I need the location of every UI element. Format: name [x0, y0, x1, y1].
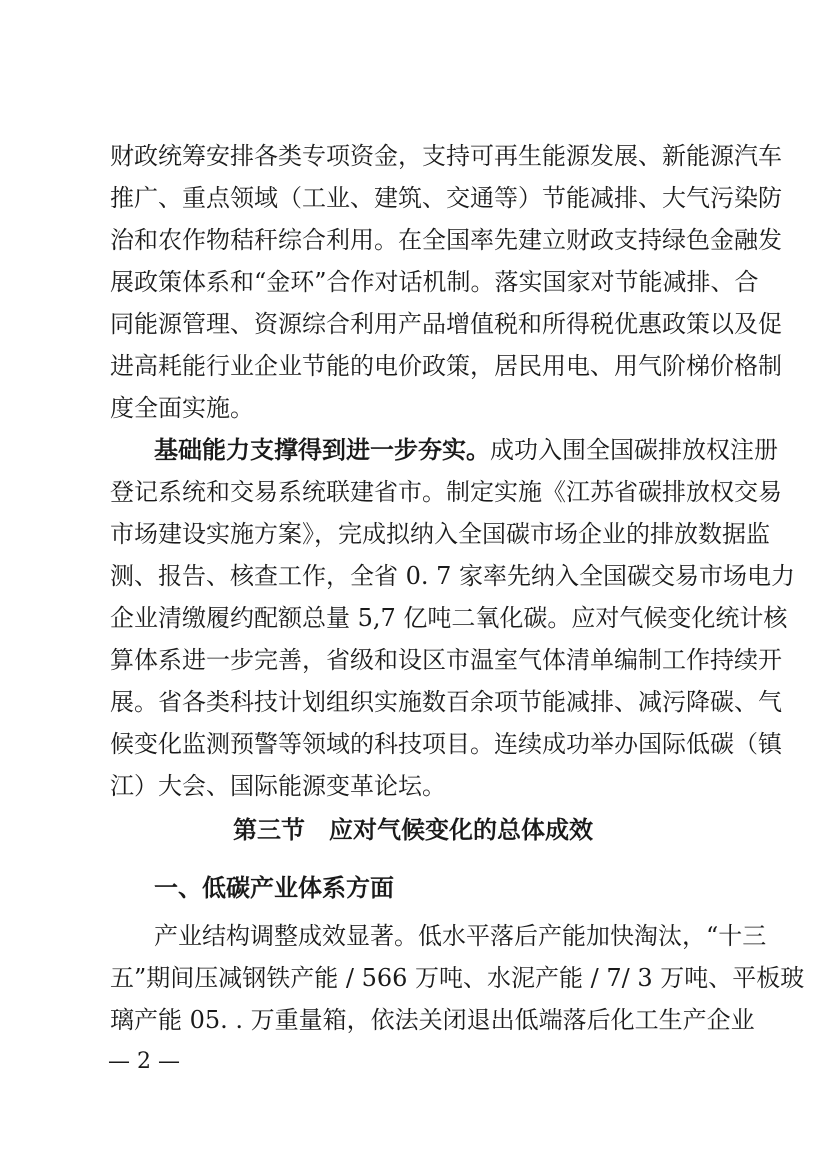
p2-line-3: 市场建设实施方案》，完成拟纳入全国碳市场企业的排放数据监 — [110, 520, 770, 548]
p3-line-1: 产业结构调整成效显著。低水平落后产能加快淘汰，“十三 — [154, 922, 767, 950]
p2-line-5: 企业清缴履约配额总量 5,7 亿吨二氧化碳。应对气候变化统计核 — [110, 604, 788, 632]
p1-line-1: 财政统筹安排各类专项资金，支持可再生能源发展、新能源汽车 — [110, 142, 782, 170]
p2-line-9: 江）大会、国际能源变革论坛。 — [110, 772, 446, 800]
p2-line-2: 登记系统和交易系统联建省市。制定实施《江苏省碳排放权交易 — [110, 478, 782, 506]
p2-line-6: 算体系进一步完善，省级和设区市温室气体清单编制工作持续开 — [110, 646, 782, 674]
p1-line-2: 推广、重点领域（工业、建筑、交通等）节能减排、大气污染防 — [110, 184, 782, 212]
p2-line-4: 测、报告、核查工作，全省 0. 7 家率先纳入全国碳交易市场电力 — [110, 562, 796, 590]
p2-line-1 — [154, 432, 778, 468]
subheading: 一、低碳产业体系方面 — [154, 874, 394, 902]
p2-line-8: 候变化监测预警等领域的科技项目。连续成功举办国际低碳（镇 — [110, 730, 782, 758]
p3-line-3: 璃产能 05. . 万重量箱，依法关闭退出低端落后化工生产企业 — [110, 1006, 755, 1034]
p2-line-7: 展。省各类科技计划组织实施数百余项节能减排、减污降碳、气 — [110, 688, 782, 716]
p1-line-6: 进高耗能行业企业节能的电价政策，居民用电、用气阶梯价格制 — [110, 352, 782, 380]
p3-line-2: 五”期间压减钢铁产能 / 566 万吨、水泥产能 / 7/ 3 万吨、平板玻 — [110, 964, 805, 992]
p1-line-4: 展政策体系和“金环”合作对话机制。落实国家对节能减排、合 — [110, 268, 759, 296]
p1-line-3: 治和农作物秸秆综合利用。在全国率先建立财政支持绿色金融发 — [110, 226, 782, 254]
p2-lead-heading: 基础能力支撑得到进一步夯实。 — [154, 436, 490, 464]
page-number: — 2 — — [108, 1049, 180, 1074]
section-title: 第三节 应对气候变化的总体成效 — [233, 816, 593, 844]
p1-line-5: 同能源管理、资源综合利用产品增值税和所得税优惠政策以及促 — [110, 310, 782, 338]
p2-lead-rest: 成功入围全国碳排放权注册 — [490, 436, 778, 464]
p1-line-7: 度全面实施。 — [110, 394, 254, 422]
